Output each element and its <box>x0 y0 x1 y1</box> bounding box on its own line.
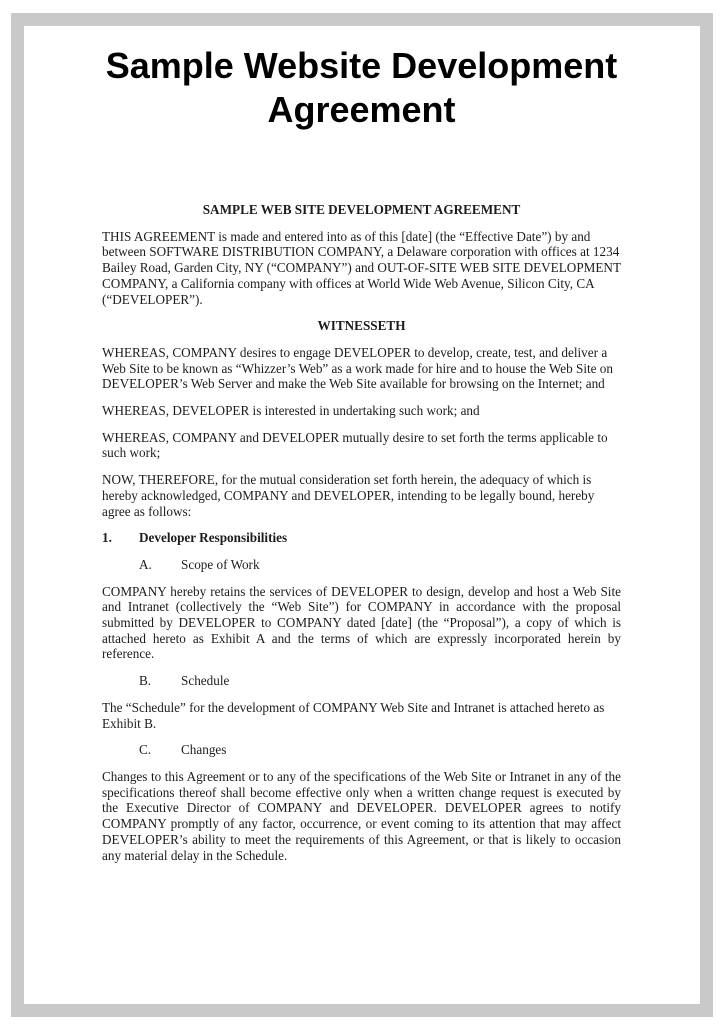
page-title: Sample Website Development Agreement <box>105 45 618 130</box>
subsection-title: Schedule <box>181 673 230 689</box>
document-body <box>102 202 621 863</box>
page-frame <box>11 13 713 1017</box>
subsection-letter: C. <box>139 742 152 758</box>
subsection-c-body: Changes to this Agreement or to any of the specifications of the Web Site or Intranet in any of the specifications thereof shall become effective only when a written change request is executed by the Executive Director of COMPANY and DEVELOPER. DEVELOPER agrees to notify COMPANY promptly of any factor, occurrence, or event coming to its attention that may affect DEVELOPER’s ability to meet the requirements of this Agreement, or that is likely to occasion any material delay in the Schedule. <box>102 768 621 863</box>
document-heading: SAMPLE WEB SITE DEVELOPMENT AGREEMENT <box>202 202 521 217</box>
subsection-a-body: COMPANY hereby retains the services of DEVELOPER to design, develop and host a Web Site and Intranet (collectively the “Web Site”) for COMPANY in accordance with the proposal submitted by DEVELOPER to COMPANY dated [date] (the “Proposal”), a copy of which is attached hereto as Exhibit A and the terms of which are expressly incorporated herein by reference. <box>102 583 621 662</box>
whereas-clause-2: WHEREAS, DEVELOPER is interested in undertaking such work; and <box>102 403 480 419</box>
subsection-a-heading <box>139 557 621 573</box>
whereas-clause-1: WHEREAS, COMPANY desires to engage DEVELOPER to develop, create, test, and deliver a Web Site to be known as “Whizzer’s Web” as a work made for hire and to house the Web Site on DEVELOPER’s Web Server and make the Web Site available for browsing on the Internet; and <box>102 344 613 392</box>
subsection-title: Scope of Work <box>181 556 260 572</box>
section-1-heading <box>102 530 621 546</box>
section-title: Developer Responsibilities <box>139 530 288 546</box>
whereas-clause-3: WHEREAS, COMPANY and DEVELOPER mutually desire to set forth the terms applicable to such work; <box>102 429 608 461</box>
subsection-title: Changes <box>181 742 227 758</box>
document-page <box>24 26 700 1004</box>
subsection-b-body: The “Schedule” for the development of COMPANY Web Site and Intranet is attached hereto as Exhibit B. <box>102 699 605 731</box>
intro-paragraph: THIS AGREEMENT is made and entered into as of this [date] (the “Effective Date”) by and between SOFTWARE DISTRIBUTION COMPANY, a Delaware corporation with offices at 1234 Bailey Road, Garden City, NY (“COMPANY”) and OUT-OF-SITE WEB SITE DEVELOPMENT COMPANY, a California company with offices at World Wide Web Avenue, Silicon City, CA (“DEVELOPER”). <box>102 228 621 307</box>
subsection-b-heading <box>139 673 621 689</box>
now-therefore-paragraph: NOW, THEREFORE, for the mutual consideration set forth herein, the adequacy of which is hereby acknowledged, COMPANY and DEVELOPER, intending to be legally bound, hereby agree as follows: <box>102 472 595 519</box>
subsection-letter: A. <box>139 556 152 572</box>
subsection-letter: B. <box>139 673 152 689</box>
witnesseth-heading: WITNESSETH <box>317 318 406 334</box>
section-number: 1. <box>102 530 112 546</box>
subsection-c-heading <box>139 742 621 758</box>
